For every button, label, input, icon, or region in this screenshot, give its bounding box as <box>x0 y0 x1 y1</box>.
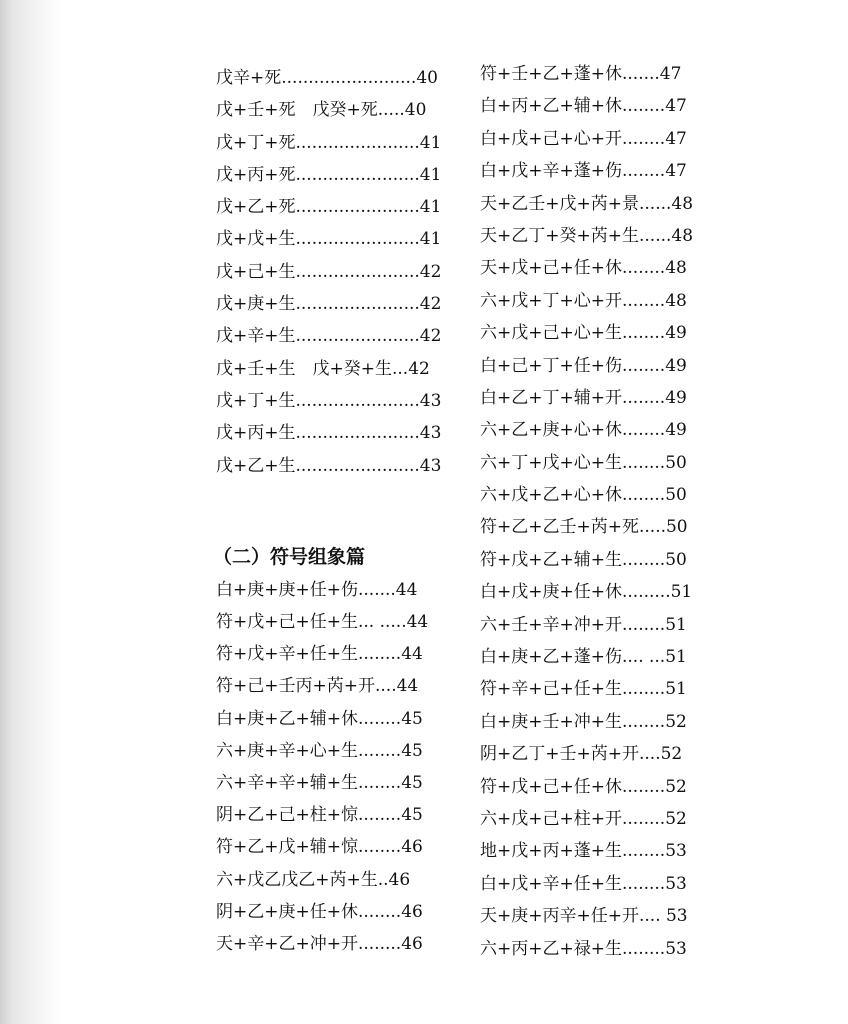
toc-entry: 六+戊+丁+心+开........48 <box>480 290 687 311</box>
toc-entry: 戊+壬+死 戊癸+死.....40 <box>216 100 427 121</box>
toc-entry: 白+庚+庚+任+伤.......44 <box>216 579 418 600</box>
toc-entry: 戊+戊+生.......................41 <box>216 229 442 250</box>
toc-group-b <box>216 574 436 960</box>
toc-entry: 符+乙+乙壬+芮+死.....50 <box>480 517 688 538</box>
toc-entry: 白+庚+乙+蓬+伤.... ...51 <box>480 647 687 668</box>
toc-left-column <box>213 62 442 960</box>
toc-entry: 符+己+壬丙+芮+开....44 <box>216 676 419 697</box>
toc-group-a <box>216 62 442 482</box>
toc-entry: 符+戊+乙+辅+生........50 <box>480 549 687 570</box>
toc-entry: 白+庚+壬+冲+生........52 <box>480 711 687 732</box>
toc-entry: 戊+丁+死.......................41 <box>216 132 442 153</box>
toc-entry: 戊辛+死.........................40 <box>216 68 438 88</box>
toc-entry: 戊+乙+生.......................43 <box>216 455 442 476</box>
toc-entry: 戊+己+生.......................42 <box>216 261 442 282</box>
toc-entry: 天+乙壬+戊+芮+景......48 <box>480 193 694 214</box>
toc-entry: 六+戊+己+心+生........49 <box>480 323 687 344</box>
toc-entry: 六+戊+乙+心+休........50 <box>480 485 687 506</box>
toc-entry: 阴+乙+庚+任+休........46 <box>216 901 423 922</box>
toc-entry: 白+戊+庚+任+休.........51 <box>480 582 693 603</box>
section-heading: （二）符号组象篇 <box>213 545 366 568</box>
toc-entry: 天+辛+乙+冲+开........46 <box>216 933 423 954</box>
toc-entry: 戊+乙+死.......................41 <box>216 197 442 218</box>
toc-entry: 符+壬+乙+蓬+休.......47 <box>480 64 682 84</box>
toc-entry: 天+戊+己+任+休........48 <box>480 258 687 279</box>
toc-entry: 戊+丙+死.......................41 <box>216 164 442 185</box>
toc-entry: 戊+庚+生.......................42 <box>216 294 442 315</box>
toc-entry: 戊+辛+生.......................42 <box>216 326 442 347</box>
toc-entry: 阴+乙丁+壬+芮+开....52 <box>480 744 683 765</box>
toc-entry: 白+戊+辛+任+生........53 <box>480 873 687 894</box>
toc-entry: 戊+丙+生.......................43 <box>216 423 442 444</box>
toc-entry: 六+丙+乙+禄+生........53 <box>480 938 687 959</box>
toc-entry: 阴+乙+己+柱+惊........45 <box>216 805 423 826</box>
toc-entry: 戊+壬+生 戊+癸+生...42 <box>216 358 430 379</box>
toc-entry: 符+戊+己+任+休........52 <box>480 776 687 797</box>
toc-entry: 符+辛+己+任+生........51 <box>480 679 687 700</box>
toc-entry: 六+戊乙戊乙+芮+生..46 <box>216 869 411 890</box>
toc-entry: 符+戊+辛+任+生........44 <box>216 644 423 665</box>
toc-entry: 六+戊+己+柱+开........52 <box>480 808 687 829</box>
toc-entry: 戊+丁+生.......................43 <box>216 390 442 411</box>
toc-entry: 六+壬+辛+冲+开........51 <box>480 614 687 635</box>
toc-right-column <box>480 58 695 965</box>
toc-entry: 六+辛+辛+辅+生........45 <box>216 772 423 793</box>
toc-entry: 六+乙+庚+心+休........49 <box>480 420 687 441</box>
toc-entry: 白+庚+乙+辅+休........45 <box>216 708 423 729</box>
toc-entry: 白+戊+辛+蓬+伤........47 <box>480 161 687 182</box>
toc-entry: 白+戊+己+心+开........47 <box>480 128 687 149</box>
page-edge-shadow <box>0 0 62 1024</box>
toc-entry: 地+戊+丙+蓬+生........53 <box>480 841 687 862</box>
toc-entry: 符+戊+己+任+生... .....44 <box>216 612 429 633</box>
toc-entry: 六+庚+辛+心+生........45 <box>216 740 423 761</box>
toc-entry: 白+丙+乙+辅+休........47 <box>480 96 687 117</box>
toc-entry: 白+乙+丁+辅+开........49 <box>480 387 687 408</box>
toc-entry: 天+庚+丙辛+任+开.... 53 <box>480 906 688 927</box>
toc-entry: 符+乙+戊+辅+惊........46 <box>216 837 423 858</box>
toc-entry: 白+己+丁+任+伤........49 <box>480 355 687 376</box>
toc-entry: 天+乙丁+癸+芮+生......48 <box>480 225 694 246</box>
toc-entry: 六+丁+戊+心+生........50 <box>480 452 687 473</box>
